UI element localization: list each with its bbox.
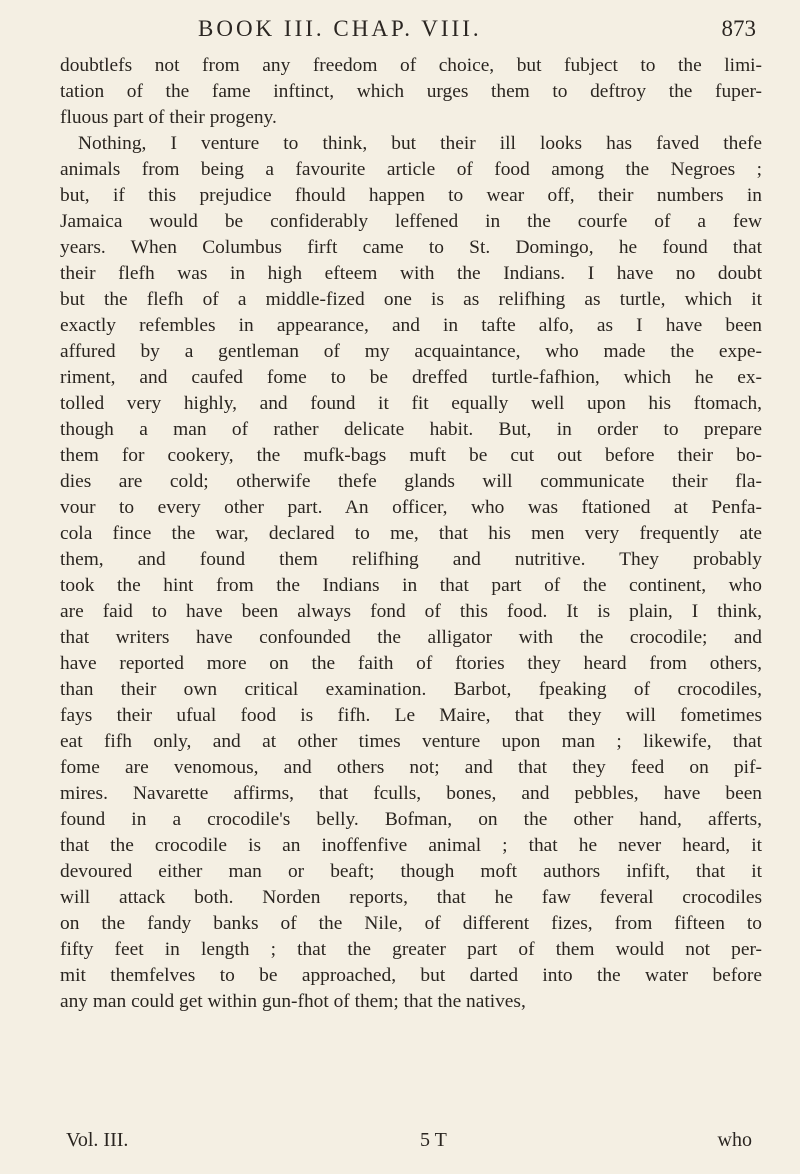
text-line: mires. Navarette affirms, that fculls, bones, and pebbles, have been xyxy=(60,783,762,804)
text-line: that writers have confounded the alligator with the crocodile; and xyxy=(60,627,762,648)
page-header xyxy=(0,14,800,48)
text-line: than their own critical examination. Barbot, fpeaking of crocodiles, xyxy=(60,679,762,700)
text-line: fays their ufual food is fifh. Le Maire, that they will fometimes xyxy=(60,705,762,726)
text-line: devoured either man or beaft; though moft authors infift, that it xyxy=(60,861,762,882)
text-line: doubtlefs not from any freedom of choice, but fubject to the limi- xyxy=(60,55,762,76)
catchword: who xyxy=(717,1129,752,1151)
running-head: BOOK III. CHAP. VIII. xyxy=(198,16,482,41)
text-line: but the flefh of a middle-fized one is as relifhing as turtle, which it xyxy=(60,289,762,310)
text-line: on the fandy banks of the Nile, of different fizes, from fifteen to xyxy=(60,913,762,934)
text-line: tation of the fame inftinct, which urges them to deftroy the fuper- xyxy=(60,81,762,102)
text-line: fluous part of their progeny. xyxy=(60,107,277,128)
page-number: 873 xyxy=(721,16,756,41)
text-line: mit themfelves to be approached, but darted into the water before xyxy=(60,965,762,986)
text-line: but, if this prejudice fhould happen to wear off, their numbers in xyxy=(60,185,762,206)
body-text xyxy=(60,53,762,1015)
text-line: are faid to have been always fond of this food. It is plain, I think, xyxy=(60,601,762,622)
text-line: eat fifh only, and at other times venture upon man ; likewife, that xyxy=(60,731,762,752)
text-line: fome are venomous, and others not; and that they feed on pif- xyxy=(60,757,762,778)
text-line: tolled very highly, and found it fit equally well upon his ftomach, xyxy=(60,393,762,414)
text-line: them for cookery, the mufk-bags muft be cut out before their bo- xyxy=(60,445,762,466)
text-line: animals from being a favourite article of food among the Negroes ; xyxy=(60,159,762,180)
text-line: vour to every other part. An officer, who was ftationed at Penfa- xyxy=(60,497,762,518)
text-line: took the hint from the Indians in that part of the continent, who xyxy=(60,575,762,596)
text-line: dies are cold; otherwife thefe glands will communicate their fla- xyxy=(60,471,762,492)
text-line: cola fince the war, declared to me, that his men very frequently ate xyxy=(60,523,762,544)
text-line: that the crocodile is an inoffenfive animal ; that he never heard, it xyxy=(60,835,762,856)
text-line: them, and found them relifhing and nutritive. They probably xyxy=(60,549,762,570)
text-line: fifty feet in length ; that the greater part of them would not per- xyxy=(60,939,762,960)
page-footer xyxy=(60,1129,762,1159)
volume-label: Vol. III. xyxy=(66,1129,129,1151)
text-line: affured by a gentleman of my acquaintance, who made the expe- xyxy=(60,341,762,362)
signature-mark: 5 T xyxy=(420,1129,447,1151)
text-line: though a man of rather delicate habit. But, in order to prepare xyxy=(60,419,762,440)
text-line: riment, and caufed fome to be dreffed turtle-fafhion, which he ex- xyxy=(60,367,762,388)
text-line: will attack both. Norden reports, that he faw feveral crocodiles xyxy=(60,887,762,908)
text-line: Jamaica would be confiderably leffened in the courfe of a few xyxy=(60,211,762,232)
text-line: their flefh was in high efteem with the Indians. I have no doubt xyxy=(60,263,762,284)
text-line: found in a crocodile's belly. Bofman, on the other hand, afferts, xyxy=(60,809,762,830)
text-line: have reported more on the faith of ftories they heard from others, xyxy=(60,653,762,674)
text-line: any man could get within gun-fhot of them; that the natives, xyxy=(60,991,526,1012)
text-line: Nothing, I venture to think, but their ill looks has faved thefe xyxy=(78,133,762,154)
text-line: years. When Columbus firft came to St. Domingo, he found that xyxy=(60,237,762,258)
text-line: exactly refembles in appearance, and in tafte alfo, as I have been xyxy=(60,315,762,336)
